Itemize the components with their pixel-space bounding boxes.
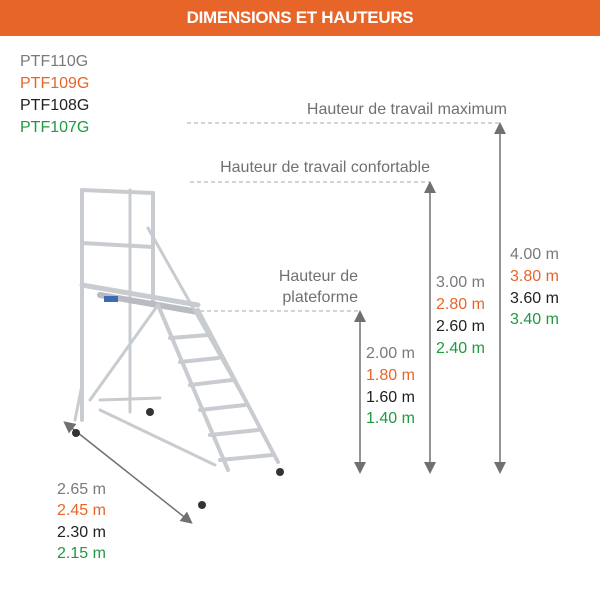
comfort-height-ptf110g: 3.00 m (436, 274, 485, 291)
comfort-height-ptf107g: 2.40 m (436, 340, 485, 357)
length-ptf107g: 2.15 m (57, 545, 106, 562)
platform-height-label-line1: Hauteur de (278, 268, 358, 285)
comfort-height-ptf108g: 2.60 m (436, 318, 485, 335)
legend-ptf107g: PTF107G (20, 119, 90, 136)
platform-height-ptf107g: 1.40 m (366, 410, 415, 427)
length-ptf110g: 2.65 m (57, 481, 106, 498)
legend-ptf109g: PTF109G (20, 75, 90, 92)
max-work-height-label: Hauteur de travail maximum (306, 101, 507, 118)
comfort-height-ptf109g: 2.80 m (436, 296, 485, 313)
legend-ptf108g: PTF108G (20, 97, 90, 114)
comfort-work-height-label: Hauteur de travail confortable (220, 159, 430, 176)
length-ptf109g: 2.45 m (57, 502, 106, 519)
platform-height-ptf108g: 1.60 m (366, 389, 415, 406)
max-height-ptf107g: 3.40 m (510, 311, 559, 328)
platform-height-ptf109g: 1.80 m (366, 367, 415, 384)
length-ptf108g: 2.30 m (57, 524, 106, 541)
platform-height-ptf110g: 2.00 m (366, 345, 415, 362)
platform-height-label-line2: plateforme (282, 289, 358, 306)
max-height-ptf109g: 3.80 m (510, 268, 559, 285)
section-header: DIMENSIONS ET HAUTEURS (0, 0, 600, 36)
ladder-illustration (72, 190, 284, 509)
max-height-ptf110g: 4.00 m (510, 246, 559, 263)
max-height-ptf108g: 3.60 m (510, 290, 559, 307)
legend-ptf110g: PTF110G (20, 53, 89, 70)
